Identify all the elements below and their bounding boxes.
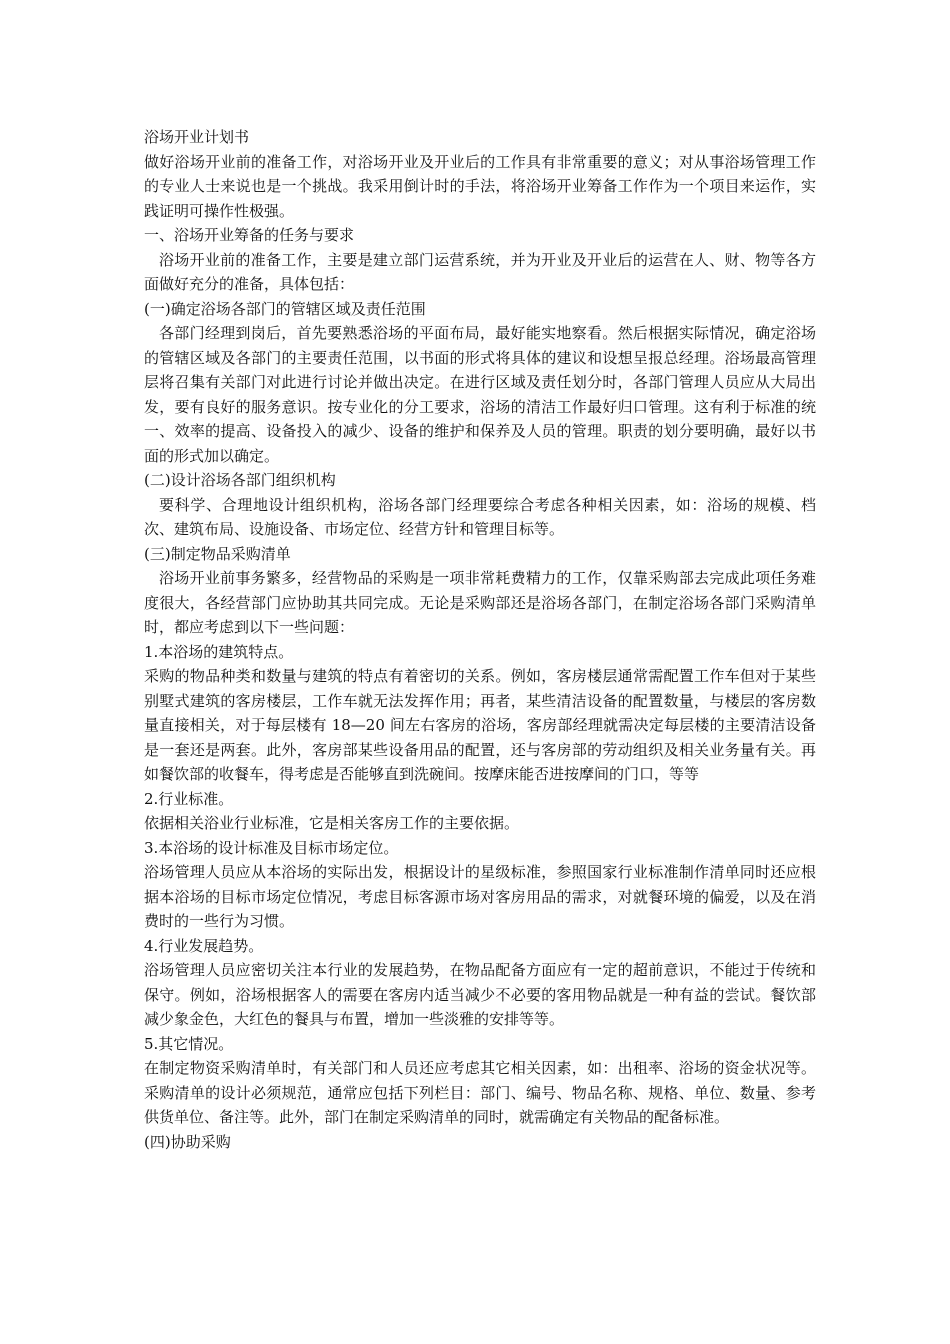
document-paragraph: 要科学、合理地设计组织机构，浴场各部门经理要综合考虑各种相关因素，如：浴场的规模、档次、建筑布局、设施设备、市场定位、经营方针和管理目标等。: [144, 495, 816, 538]
document-paragraph: 2.行业标准。: [144, 789, 234, 808]
document-paragraph: 一、浴场开业筹备的任务与要求: [144, 226, 355, 244]
document-paragraph: (一)确定浴场各部门的管辖区域及责任范围: [144, 299, 426, 318]
document-paragraph: 采购的物品种类和数量与建筑的特点有着密切的关系。例如，客房楼层通常需配置工作车但对于某些别墅式建筑的客房楼层，工作车就无法发挥作用；再者，某些清洁设备的配置数量，与楼层的客房数量直接相关，对于每层楼有 18—20 间左右客房的浴场，客房部经理就需决定每层楼的主要清洁设备是一套还是两套。此外，客房部某些设备用品的配置，还与客房部的劳动组织及相关业务量有关。再如餐饮部的收餐车，得考虑是否能够直到洗碗间。按摩床能否进按摩间的门口，等等: [144, 667, 816, 783]
document-paragraph: (四)协助采购: [144, 1132, 231, 1151]
document-title: 浴场开业计划书: [144, 128, 250, 146]
document-page: [144, 125, 816, 1154]
document-paragraph: 在制定物资采购清单时，有关部门和人员还应考虑其它相关因素，如：出租率、浴场的资金状况等。采购清单的设计必须规范，通常应包括下列栏目：部门、编号、物品名称、规格、单位、数量、参考供货单位、备注等。此外，部门在制定采购清单的同时，就需确定有关物品的配备标准。: [144, 1059, 816, 1126]
document-paragraph: 浴场管理人员应从本浴场的实际出发，根据设计的星级标准，参照国家行业标准制作清单同时还应根据本浴场的目标市场定位情况，考虑目标客源市场对客房用品的需求，对就餐环境的偏爱，以及在消费时的一些行为习惯。: [144, 863, 816, 930]
document-paragraph: 各部门经理到岗后，首先要熟悉浴场的平面布局，最好能实地察看。然后根据实际情况，确定浴场的管辖区域及各部门的主要责任范围，以书面的形式将具体的建议和设想呈报总经理。浴场最高管理层将召集有关部门对此进行讨论并做出决定。在进行区域及责任划分时，各部门管理人员应从大局出发，要有良好的服务意识。按专业化的分工要求，浴场的清洁工作最好归口管理。这有利于标准的统一、效率的提高、设备投入的减少、设备的维护和保养及人员的管理。职责的划分要明确，最好以书面的形式加以确定。: [144, 324, 816, 465]
document-paragraph: 4.行业发展趋势。: [144, 936, 264, 955]
document-paragraph: 3.本浴场的设计标准及目标市场定位。: [144, 838, 399, 857]
document-body: [144, 150, 816, 1155]
document-paragraph: (三)制定物品采购清单: [144, 544, 291, 563]
document-paragraph: 1.本浴场的建筑特点。: [144, 642, 294, 661]
document-paragraph: 做好浴场开业前的准备工作，对浴场开业及开业后的工作具有非常重要的意义；对从事浴场管理工作的专业人士来说也是一个挑战。我采用倒计时的手法，将浴场开业筹备工作作为一个项目来运作，实践证明可操作性极强。: [144, 152, 816, 220]
document-paragraph: 5.其它情况。: [144, 1034, 234, 1053]
document-paragraph: (二)设计浴场各部门组织机构: [144, 471, 336, 489]
document-paragraph: 依据相关浴业行业标准，它是相关客房工作的主要依据。: [144, 814, 520, 832]
document-paragraph: 浴场开业前的准备工作，主要是建立部门运营系统，并为开业及开业后的运营在人、财、物等各方面做好充分的准备，具体包括：: [144, 250, 816, 293]
document-paragraph: 浴场管理人员应密切关注本行业的发展趋势，在物品配备方面应有一定的超前意识，不能过于传统和保守。例如，浴场根据客人的需要在客房内适当减少不必要的客用物品就是一种有益的尝试。餐饮部减少象金色，大红色的餐具与布置，增加一些淡雅的安排等等。: [144, 961, 816, 1028]
document-paragraph: 浴场开业前事务繁多，经营物品的采购是一项非常耗费精力的工作，仅靠采购部去完成此项任务难度很大，各经营部门应协助其共同完成。无论是采购部还是浴场各部门，在制定浴场各部门采购清单时，都应考虑到以下一些问题：: [144, 569, 816, 636]
